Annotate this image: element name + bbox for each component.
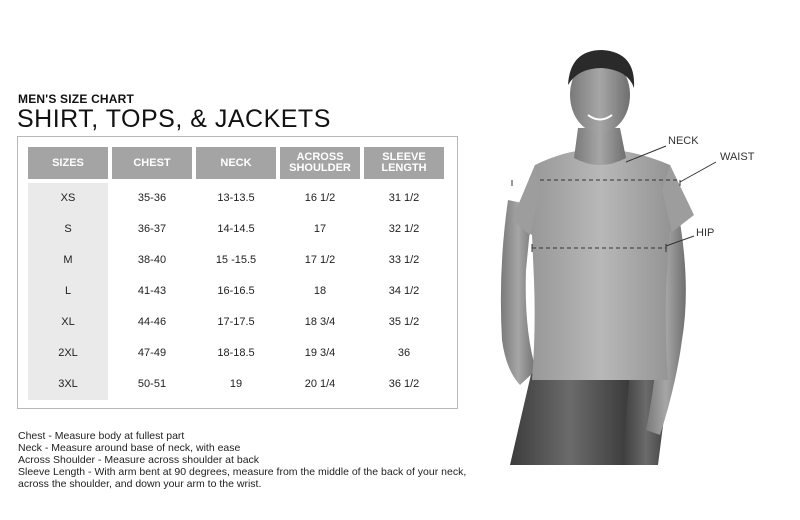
cell-neck: 17-17.5 — [217, 316, 255, 328]
header-across-shoulder-line1: ACROSS — [296, 151, 344, 163]
cell-chest: 44-46 — [137, 316, 167, 328]
waist-label: WAIST — [720, 151, 755, 163]
measurement-notes — [18, 430, 466, 490]
cell-sleeve-length: 35 1/2 — [388, 316, 420, 328]
cell-across-shoulder: 18 3/4 — [304, 316, 336, 328]
hip-label: HIP — [696, 227, 715, 239]
size-chart-table — [17, 136, 458, 409]
header-chest — [112, 147, 192, 179]
header-sizes-label: SIZES — [52, 156, 84, 169]
neck-label: NECK — [668, 135, 699, 147]
cell-across-shoulder: 17 — [313, 223, 327, 235]
cell-across-shoulder: 17 1/2 — [304, 254, 336, 266]
cell-neck: 18-18.5 — [217, 347, 255, 359]
header-across-shoulder — [280, 147, 360, 179]
cell-neck: 13-13.5 — [217, 192, 255, 204]
model-illustration — [480, 40, 780, 470]
page-title: SHIRT, TOPS, & JACKETS — [17, 105, 331, 133]
header-sizes — [28, 147, 108, 179]
cell-sleeve-length: 33 1/2 — [388, 254, 420, 266]
note-sleeve-length-continued: across the shoulder, and down your arm to the wrist. — [18, 478, 262, 490]
cell-across-shoulder: 18 — [313, 285, 327, 297]
cell-chest: 47-49 — [137, 347, 167, 359]
header-across-shoulder-line2: SHOULDER — [289, 162, 351, 174]
header-sleeve-length — [364, 147, 444, 179]
cell-sleeve-length: 31 1/2 — [388, 192, 420, 204]
header-chest-label: CHEST — [133, 156, 171, 169]
size-chart-subtitle: MEN'S SIZE CHART — [18, 92, 135, 106]
note-chest: Chest - Measure body at fullest part — [18, 430, 185, 442]
cell-chest: 36-37 — [137, 223, 167, 235]
cell-neck: 14-14.5 — [217, 223, 255, 235]
cell-across-shoulder: 16 1/2 — [304, 192, 336, 204]
cell-chest: 41-43 — [137, 285, 167, 297]
model-measurement-figure — [480, 40, 780, 470]
cell-chest: 50-51 — [137, 378, 167, 390]
cell-neck: 15 -15.5 — [215, 254, 257, 266]
cell-sleeve-length: 36 — [397, 347, 411, 359]
cell-chest: 38-40 — [137, 254, 167, 266]
cell-neck: 19 — [229, 378, 243, 390]
cell-size: M — [63, 254, 73, 266]
cell-size: XL — [61, 316, 75, 328]
header-neck-label: NECK — [220, 156, 252, 169]
cell-sleeve-length: 36 1/2 — [388, 378, 420, 390]
cell-neck: 16-16.5 — [217, 285, 255, 297]
cell-size: L — [64, 285, 72, 297]
cell-sleeve-length: 34 1/2 — [388, 285, 420, 297]
note-sleeve-length: Sleeve Length - With arm bent at 90 degrees, measure from the middle of the back of your neck, — [18, 466, 467, 478]
cell-across-shoulder: 19 3/4 — [304, 347, 336, 359]
header-neck — [196, 147, 276, 179]
cell-size: XS — [60, 192, 76, 204]
cell-across-shoulder: 20 1/4 — [304, 378, 336, 390]
header-sleeve-length-line2: LENGTH — [381, 162, 427, 174]
cell-sleeve-length: 32 1/2 — [388, 223, 420, 235]
note-across-shoulder: Across Shoulder - Measure across shoulder at back — [18, 454, 260, 466]
cell-size: 2XL — [58, 347, 78, 359]
cell-size: 3XL — [58, 378, 78, 390]
note-neck: Neck - Measure around base of neck, with ease — [18, 442, 241, 454]
header-sleeve-length-line1: SLEEVE — [382, 151, 426, 163]
cell-size: S — [64, 223, 72, 235]
cell-chest: 35-36 — [137, 192, 167, 204]
